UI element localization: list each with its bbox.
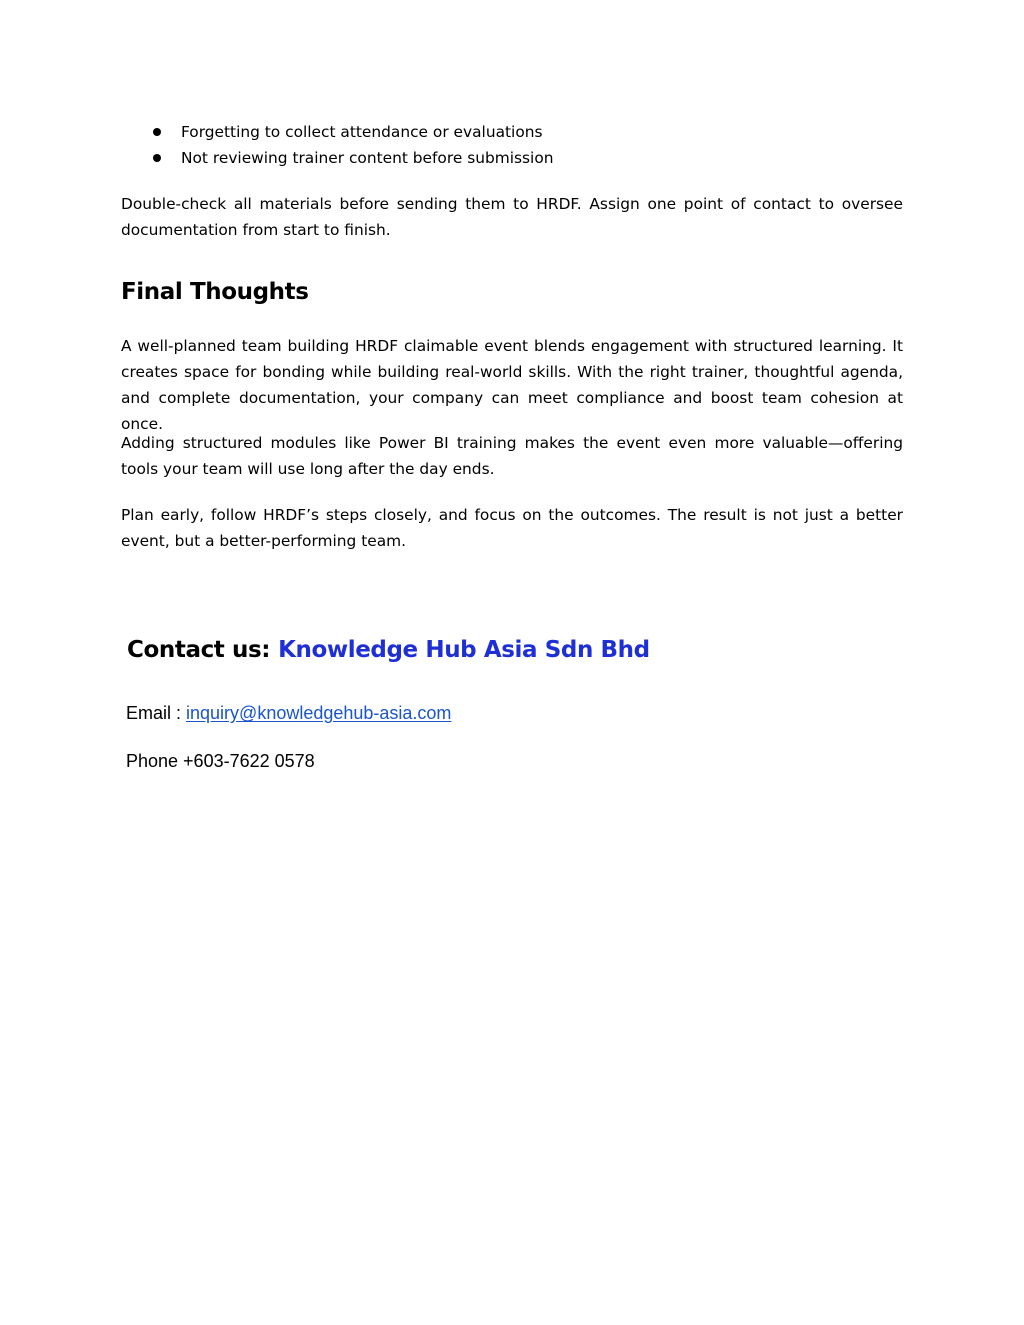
contact-label: Contact us: (127, 637, 271, 663)
section-paragraph-2: Adding structured modules like Power BI training makes the event even more valuable—offering tools your team will use long after the day ends. (121, 434, 903, 478)
intro-paragraph: Double-check all materials before sending them to HRDF. Assign one point of contact to oversee documentation from start to finish. (121, 195, 903, 239)
bullet-dot-icon (153, 128, 161, 136)
bullet-text: Not reviewing trainer content before submission (181, 149, 554, 167)
bullet-item (148, 145, 908, 171)
phone-line: Phone +603-7622 0578 (126, 751, 315, 771)
bullet-list (148, 119, 908, 171)
section-paragraph-1: A well-planned team building HRDF claimable event blends engagement with structured learning. It creates space for bonding while building real-world skills. With the right trainer, thoughtful agenda, and complete documentation, your company can meet compliance and boost team cohesion at once. (121, 337, 903, 433)
email-label: Email : (126, 703, 187, 723)
section-paragraph-3: Plan early, follow HRDF’s steps closely, and focus on the outcomes. The result is not just a better event, but a better-performing team. (121, 506, 903, 550)
email-link[interactable]: inquiry@knowledgehub-asia.com (186, 703, 452, 723)
section-heading: Final Thoughts (121, 279, 309, 305)
company-name: Knowledge Hub Asia Sdn Bhd (278, 637, 650, 663)
bullet-dot-icon (153, 154, 161, 162)
contact-heading (127, 631, 650, 669)
bullet-text: Forgetting to collect attendance or evaluations (181, 123, 543, 141)
bullet-item (148, 119, 908, 145)
email-line (126, 701, 451, 725)
